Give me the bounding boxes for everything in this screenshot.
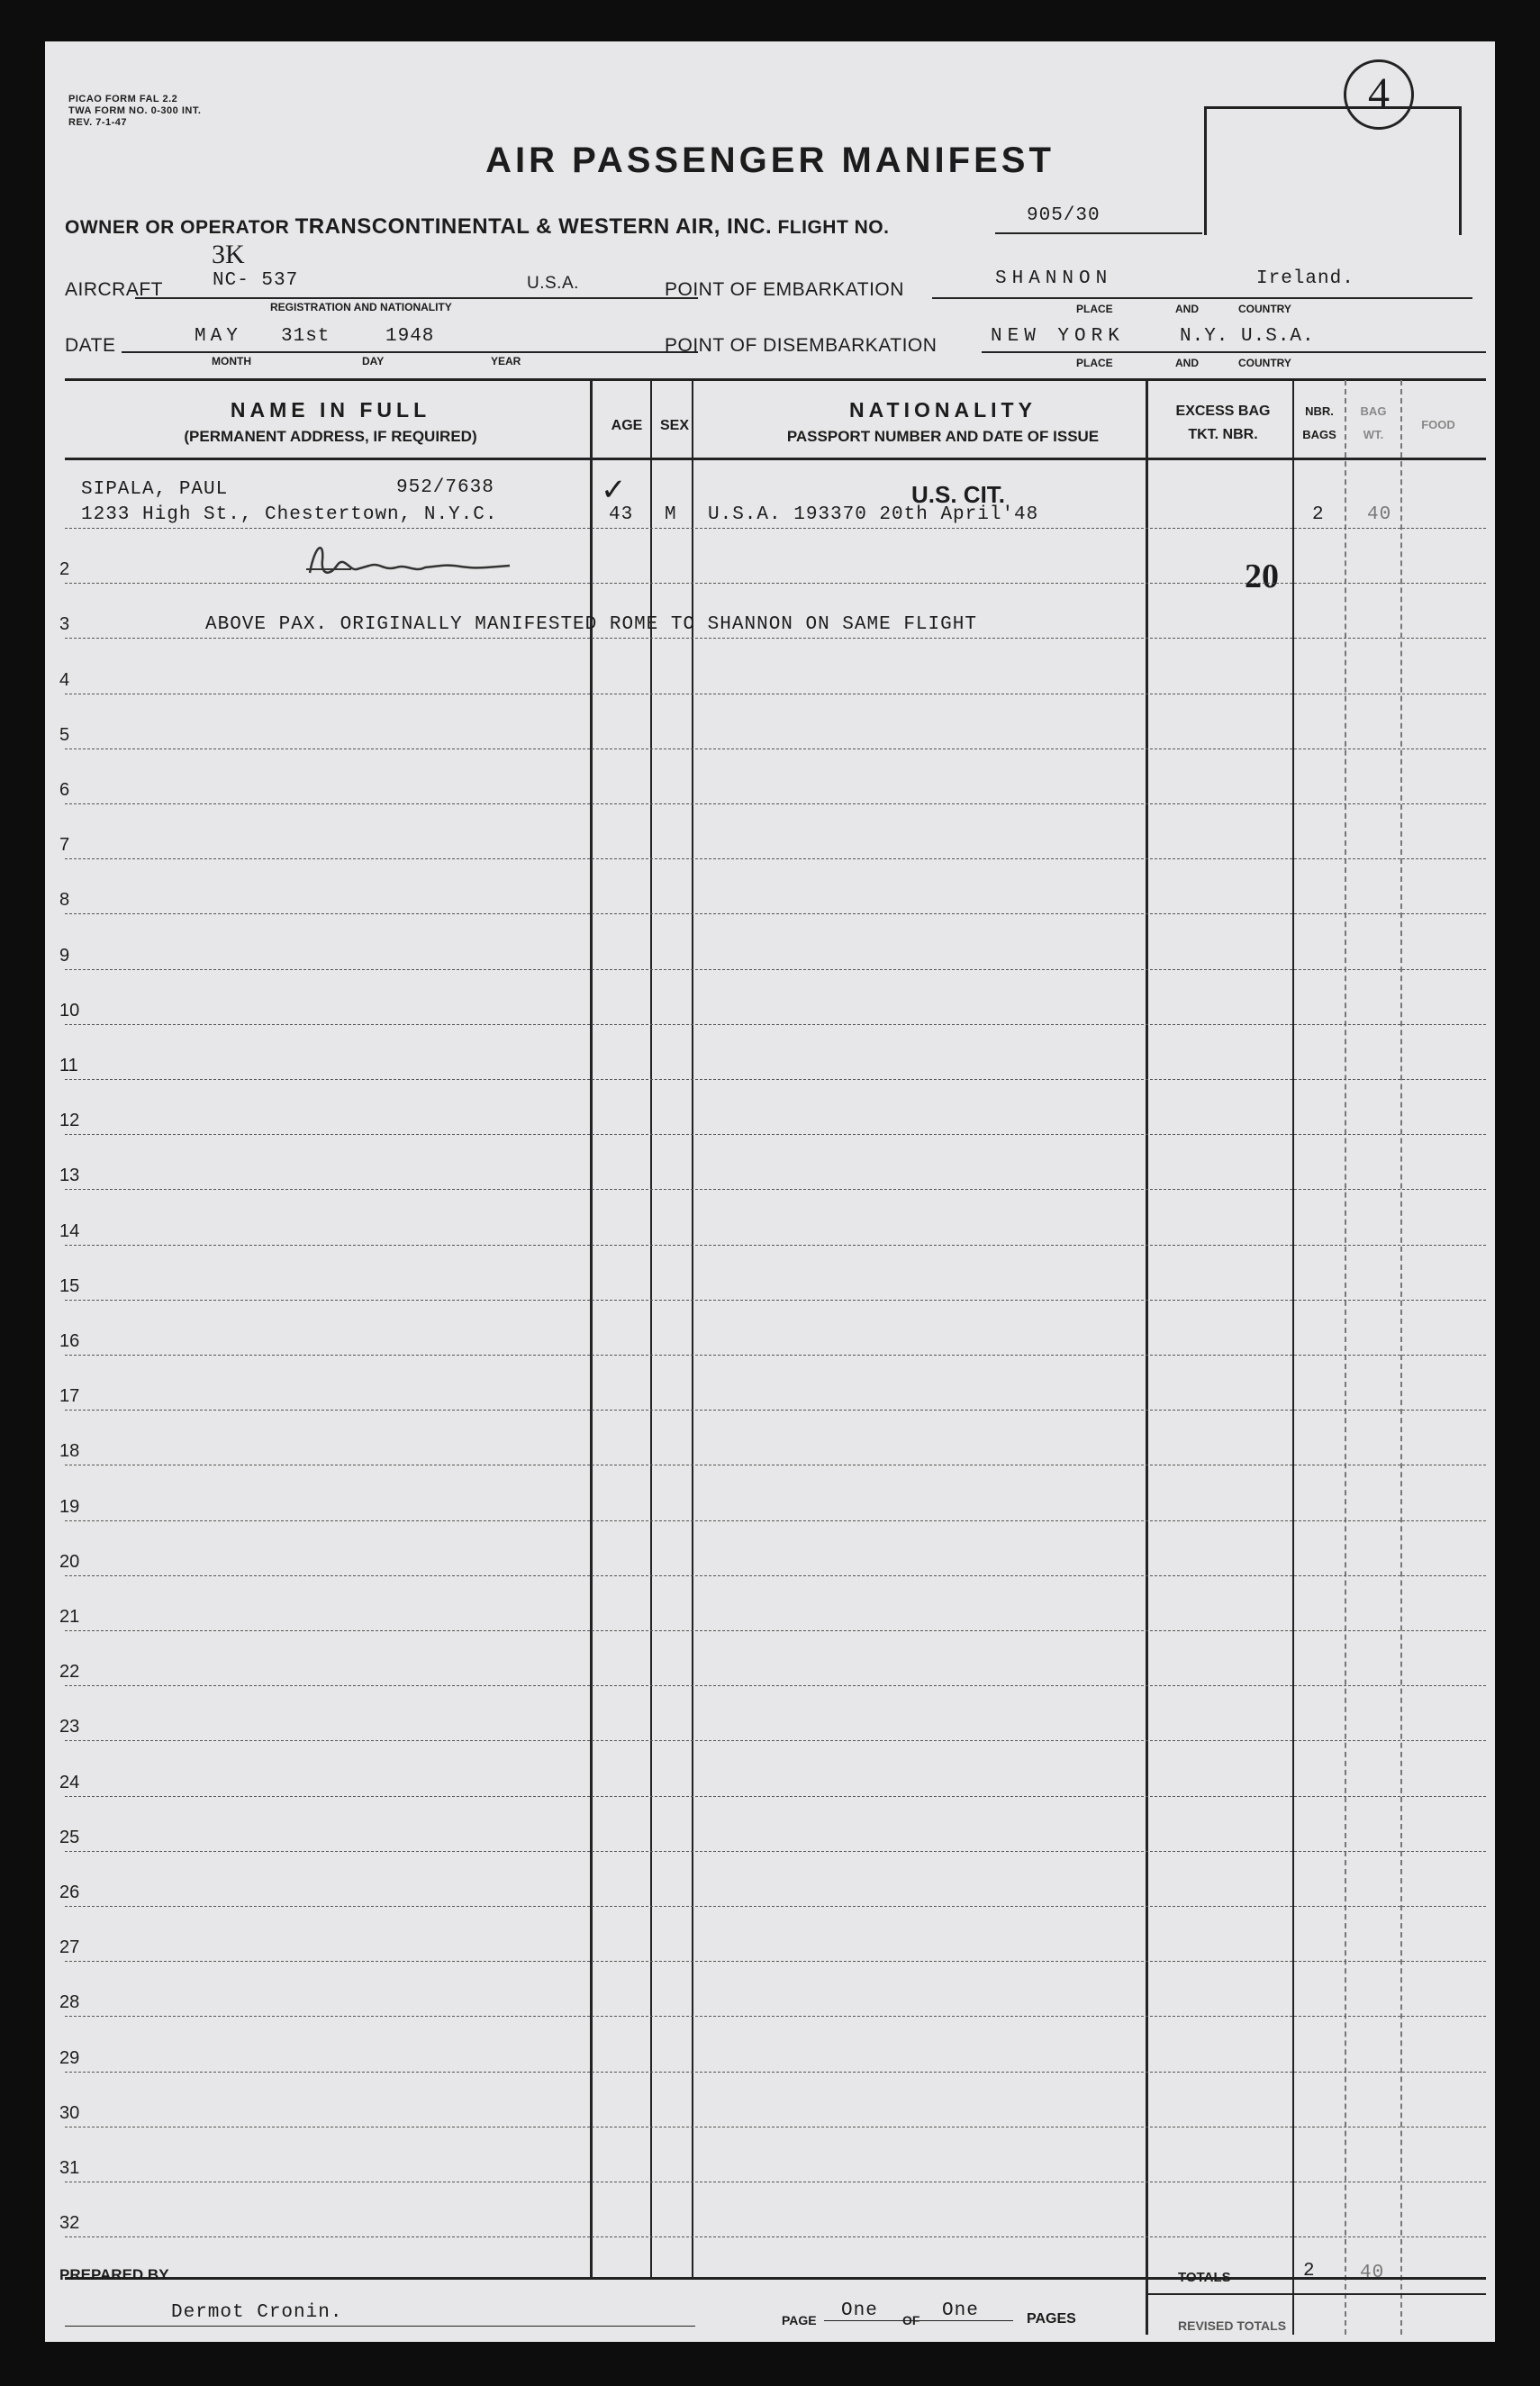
column-header-age: AGE bbox=[611, 418, 643, 433]
passenger-sex: M bbox=[665, 504, 677, 525]
row-line bbox=[65, 1685, 1486, 1686]
flight-number: 905/30 bbox=[1027, 205, 1101, 226]
row-number: 30 bbox=[59, 2102, 80, 2123]
row-line bbox=[65, 1740, 1486, 1741]
aircraft-label: AIRCRAFT bbox=[65, 279, 163, 300]
row-line bbox=[65, 913, 1486, 914]
embarkation-label: POINT OF EMBARKATION bbox=[665, 279, 904, 300]
row-line bbox=[65, 1575, 1486, 1576]
totals-bags: 2 bbox=[1303, 2261, 1316, 2282]
row-number: 5 bbox=[59, 724, 70, 745]
row-line bbox=[65, 1520, 1486, 1521]
row-line bbox=[65, 1410, 1486, 1411]
totals-weight: 40 bbox=[1360, 2263, 1385, 2283]
prepared-by-label: PREPARED BY bbox=[59, 2266, 169, 2283]
row-line bbox=[65, 858, 1486, 859]
form-id: PICAO FORM FAL 2.2 TWA FORM NO. 0-300 INT. REV. 7-1-47 bbox=[68, 94, 202, 128]
date-day: 31st bbox=[281, 326, 331, 347]
row-line bbox=[65, 1245, 1486, 1246]
row-number: 26 bbox=[59, 1882, 80, 1902]
row-number: 32 bbox=[59, 2213, 80, 2234]
row-line bbox=[65, 1796, 1486, 1797]
passenger-bag-weight: 40 bbox=[1367, 504, 1392, 525]
disembarkation-label: POINT OF DISEMBARKATION bbox=[665, 335, 938, 356]
row-line bbox=[65, 1300, 1486, 1301]
column-header-nationality: NATIONALITY PASSPORT NUMBER AND DATE OF ISSUE bbox=[786, 398, 1100, 445]
row-line bbox=[65, 2072, 1486, 2073]
row-number: 23 bbox=[59, 1717, 80, 1737]
passenger-ticket: 952/7638 bbox=[396, 477, 494, 498]
column-header-sex: SEX bbox=[659, 418, 689, 433]
manifest-sheet: PICAO FORM FAL 2.2 TWA FORM NO. 0-300 INT. REV. 7-1-47 4 AIR PASSENGER MANIFEST OWNER OR OPERATOR TRANSCONTINENTAL & WESTERN AIR, INC. FLIGHT NO. 905/30 AIRCRAFT NC- 537 3K U.S.A. REGISTRATION AND NATIONALITY POINT OF EMBARKATION SHANNON Ireland. PLACE AND COUNTRY DATE MAY 31st 1948 MONTH DAY YEAR POINT OF DISEMBARKATION NEW YORK N.Y. U.S.A. PLACE AND COUNTRY NAME IN FULL (PERMANENT ADDRESS, IF REQUIRED) AGE SEX NATIONALITY PASSPORT NUMBER AND DATE OF ISSUE EXCESS BAG TKT. NBR. NBR. BAGS BAG WT. FOOD SIPALA, PAUL 952/7638 1233 High St., Chestertown, N.Y.C. ✓ 43 M U.S. CIT. U.S.A. 193370 20th April'48 2 40 20 ABOVE PAX. ORIGINALLY MANIFESTED ROME TO SHANNON ON SAME FLIGHT PREPARED BY Dermot Cronin. PAGE One OF One PAGES TOTALS 2 40 REVISED TOTALS 2 3 4 5 6 7 8 9 10 11 12 13 14 15 16 17 18 19 20 21 22 23 24 25 26 27 28 29 30 31 32 bbox=[45, 41, 1495, 2342]
passenger-address: 1233 High St., Chestertown, N.Y.C. bbox=[81, 504, 498, 525]
row-line bbox=[65, 748, 1486, 749]
row-number: 25 bbox=[59, 1827, 80, 1847]
row-line bbox=[65, 638, 1486, 639]
row-line bbox=[65, 1024, 1486, 1025]
embarkation-country: Ireland. bbox=[1256, 268, 1354, 289]
row-number: 3 bbox=[59, 614, 70, 635]
row-number: 4 bbox=[59, 669, 70, 690]
disembarkation-country: N.Y. U.S.A. bbox=[1180, 326, 1315, 347]
row-number: 27 bbox=[59, 1937, 80, 1958]
row-number: 16 bbox=[59, 1331, 80, 1351]
manifest-note: ABOVE PAX. ORIGINALLY MANIFESTED ROME TO SHANNON ON SAME FLIGHT bbox=[205, 614, 977, 635]
row-number: 13 bbox=[59, 1166, 80, 1186]
column-header-excess-bag: EXCESS BAG TKT. NBR. bbox=[1175, 404, 1271, 442]
owner-label: OWNER OR OPERATOR TRANSCONTINENTAL & WESTERN AIR, INC. FLIGHT NO. bbox=[65, 214, 890, 239]
row-number: 7 bbox=[59, 835, 70, 856]
row-line bbox=[65, 1961, 1486, 1962]
row-line bbox=[65, 1906, 1486, 1907]
row-line bbox=[65, 803, 1486, 804]
row-line bbox=[65, 2016, 1486, 2017]
date-year: 1948 bbox=[385, 326, 435, 347]
row-number: 18 bbox=[59, 1441, 80, 1462]
handwritten-bag-count: 20 bbox=[1245, 558, 1279, 595]
page-total: One bbox=[942, 2300, 979, 2321]
row-number: 17 bbox=[59, 1386, 80, 1407]
document-title: AIR PASSENGER MANIFEST bbox=[485, 141, 1055, 180]
passport-details: U.S.A. 193370 20th April'48 bbox=[708, 504, 1039, 525]
row-number: 31 bbox=[59, 2158, 80, 2178]
column-header-bags: NBR. BAGS bbox=[1302, 404, 1336, 441]
row-number: 10 bbox=[59, 1000, 80, 1021]
column-header-other: FOOD bbox=[1421, 418, 1455, 431]
row-number: 15 bbox=[59, 1275, 80, 1296]
check-mark: ✓ bbox=[601, 474, 627, 507]
passenger-name: SIPALA, PAUL bbox=[81, 479, 229, 500]
row-number: 21 bbox=[59, 1607, 80, 1627]
row-number: 19 bbox=[59, 1496, 80, 1517]
row-number: 20 bbox=[59, 1551, 80, 1572]
aircraft-registration: NC- 537 bbox=[213, 270, 299, 291]
row-number: 28 bbox=[59, 1992, 80, 2013]
row-number: 11 bbox=[59, 1056, 78, 1075]
page-number-stamp: 4 bbox=[1344, 59, 1414, 130]
passenger-age: 43 bbox=[609, 504, 634, 525]
nationality-stamp: U.S. CIT. bbox=[911, 481, 1006, 508]
row-number: 2 bbox=[59, 559, 70, 580]
row-line bbox=[65, 1851, 1486, 1852]
row-number: 6 bbox=[59, 780, 70, 800]
row-line bbox=[65, 969, 1486, 970]
prepared-by-name: Dermot Cronin. bbox=[171, 2302, 343, 2323]
row-line bbox=[65, 1355, 1486, 1356]
embarkation-place: SHANNON bbox=[995, 268, 1113, 289]
handwritten-aircraft-note: 3K bbox=[212, 240, 245, 269]
row-number: 8 bbox=[59, 890, 70, 911]
row-line bbox=[65, 2236, 1486, 2237]
totals-label: TOTALS bbox=[1178, 2270, 1231, 2285]
column-header-bag-weight: BAG WT. bbox=[1360, 404, 1387, 441]
date-month: MAY bbox=[195, 326, 242, 347]
disembarkation-place: NEW YORK bbox=[991, 326, 1125, 347]
row-number: 29 bbox=[59, 2047, 80, 2068]
row-number: 9 bbox=[59, 945, 70, 966]
row-line bbox=[65, 1630, 1486, 1631]
passenger-bags: 2 bbox=[1312, 504, 1325, 525]
row-number: 14 bbox=[59, 1220, 80, 1241]
row-number: 24 bbox=[59, 1772, 80, 1792]
date-label: DATE bbox=[65, 335, 116, 356]
row-number: 22 bbox=[59, 1662, 80, 1683]
row-line bbox=[65, 1189, 1486, 1190]
row-line bbox=[65, 1079, 1486, 1080]
row-line bbox=[65, 1134, 1486, 1135]
row-line bbox=[65, 528, 1486, 529]
row-line bbox=[65, 583, 1486, 584]
page-number: One bbox=[841, 2300, 878, 2321]
column-header-name: NAME IN FULL (PERMANENT ADDRESS, IF REQUIRED) bbox=[184, 398, 477, 445]
handwritten-signature bbox=[297, 535, 549, 589]
row-number: 12 bbox=[59, 1111, 80, 1131]
